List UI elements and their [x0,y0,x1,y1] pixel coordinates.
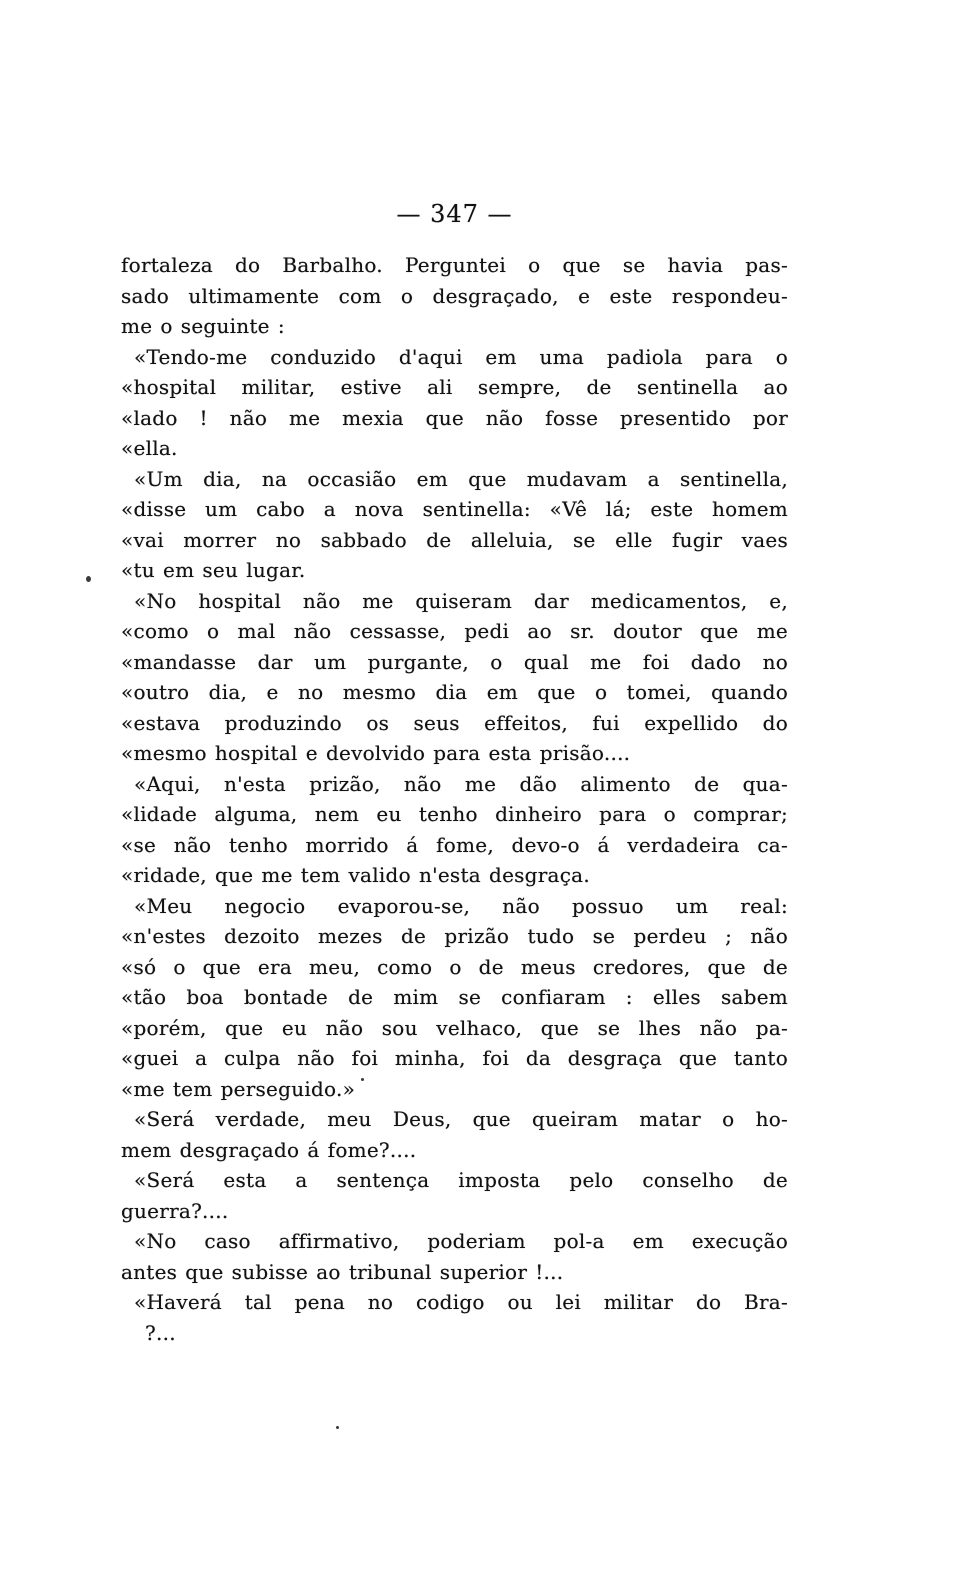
text-line: me o seguinte : [121,314,285,338]
text-line: «No caso affirmativo, poderiam pol-a em execução [134,1229,788,1253]
text-line: fortaleza do Barbalho. Perguntei o que se havia pas- [121,253,788,277]
text-line: «estava produzindo os seus effeitos, fui expellido do [121,710,788,735]
scan-speck [86,576,91,582]
text-line: «só o que era meu, como o de meus credores, que de [121,954,788,979]
text-line: «outro dia, e no mesmo dia em que o tomei, quando [121,680,788,704]
text-line: «Será esta a sentença imposta pelo conselho de [134,1168,788,1192]
text-line: «ridade, que me tem valido n'esta desgraça. [121,863,590,887]
text-line: «Um dia, na occasião em que mudavam a sentinella, [134,466,788,491]
text-body [121,250,788,1348]
text-line: guerra?.... [121,1198,229,1223]
text-line: «guei a culpa não foi minha, foi da desgraça que tanto [121,1046,788,1070]
text-line: «Aqui, n'esta prizão, não me dão alimento de qua- [134,771,788,796]
text-line: «lidade alguma, nem eu tenho dinheiro para o comprar; [121,802,788,826]
text-line: sado ultimamente com o desgraçado, e este respondeu- [121,283,788,308]
scan-speck [361,1078,364,1081]
text-line: ?... [145,1320,176,1345]
text-line: «mandasse dar um purgante, o qual me foi dado no [121,649,788,674]
text-line: «n'estes dezoito mezes de prizão tudo se perdeu ; não [121,924,788,948]
text-line: «como o mal não cessasse, pedi ao sr. doutor que me [121,619,788,643]
text-line: «tu em seu lugar. [121,558,306,582]
text-line: «Meu negocio evaporou-se, não possuo um real: [134,893,788,918]
text-line: «disse um cabo a nova sentinella: «Vê lá; este homem [121,497,788,521]
text-line: «me tem perseguido.» [121,1076,356,1101]
text-line: «ella. [121,436,178,460]
text-line: «tão boa bontade de mim se confiaram : elles sabem [121,985,788,1009]
text-line: «lado ! não me mexia que não fosse presentido por [121,405,788,430]
text-line: «porém, que eu não sou velhaco, que se lhes não pa- [121,1015,788,1040]
text-line: antes que subisse ao tribunal superior !... [121,1259,564,1284]
scan-speck [336,1426,339,1429]
text-line: «se não tenho morrido á fome, devo-o á verdadeira ca- [121,832,788,857]
text-line: «Haverá tal pena no codigo ou lei militar do Bra- [134,1290,788,1314]
text-line: «hospital militar, estive ali sempre, de sentinella ao [121,375,788,399]
text-line: «Tendo-me conduzido d'aqui em uma padiola para o [134,344,788,369]
text-line: «Será verdade, meu Deus, que queiram matar o ho- [134,1107,788,1131]
text-line: mem desgraçado á fome?.... [121,1137,417,1162]
text-line: «No hospital não me quiseram dar medicamentos, e, [134,588,788,613]
text-line: «vai morrer no sabbado de alleluia, se elle fugir vaes [121,527,788,552]
page-number: — 347 — [396,200,513,228]
text-line: «mesmo hospital e devolvido para esta prisão.... [121,741,631,765]
